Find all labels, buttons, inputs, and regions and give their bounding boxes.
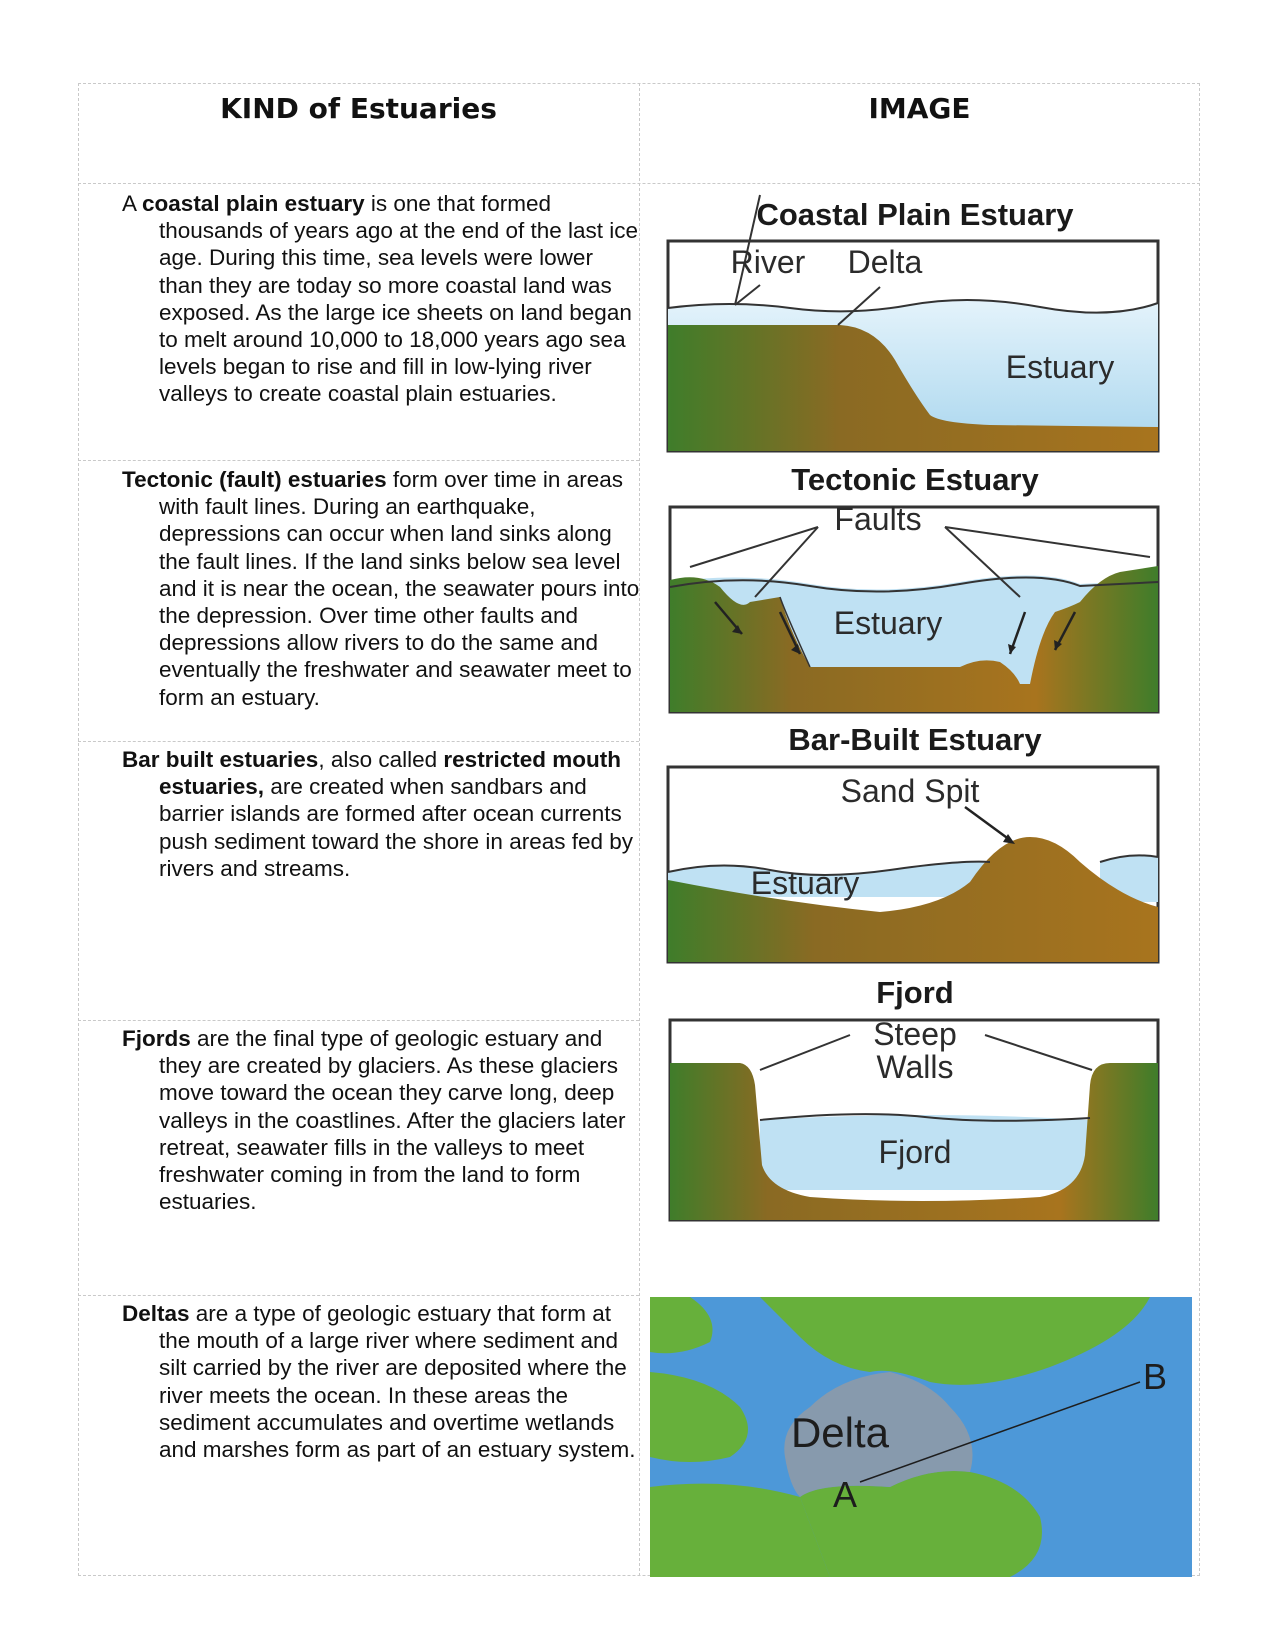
row-divider xyxy=(78,1020,639,1021)
fig-title: Bar-Built Estuary xyxy=(788,722,1042,757)
header-kind: KIND of Estuaries xyxy=(220,92,497,125)
row-lead: A xyxy=(122,191,143,216)
row-divider xyxy=(78,741,639,742)
label-estuary: Estuary xyxy=(1005,349,1115,385)
delta-map xyxy=(650,1297,1192,1577)
term-bar-built: Bar built estuaries xyxy=(122,747,319,772)
header-image: IMAGE xyxy=(868,92,971,125)
fig-title: Tectonic Estuary xyxy=(791,462,1039,497)
row-text: is one that formed thousands of years ago at the end of the last ice age. During this time, sea levels were lower than they are today so more coastal land was exposed. As the large ice sheets on land began to melt around 10,000 to 18,000 years ago sea levels began to rise and fill in low-lying river valleys to create coastal plain estuaries. xyxy=(159,191,639,407)
term-coastal-plain: coastal plain estuary xyxy=(142,191,365,216)
row-text: form over time in areas with fault lines. During an earthquake, depressions can occur when land sinks along the fault lines. If the land sinks below sea level and it is near the ocean, the seawater pours into the depression. Over time other faults and depressions allow rivers to do the same and eventually the freshwater and seawater meet to form an estuary. xyxy=(159,467,640,710)
term-restricted-mouth: restricted mouth estuaries, xyxy=(159,747,621,800)
bar-built-diagram xyxy=(660,722,1170,972)
fjord-diagram xyxy=(660,975,1170,1230)
row-text: are a type of geologic estuary that form at the mouth of a large river where sediment and silt carried by the river are deposited where the river meets the ocean. In these areas the sediment accumulates and overtime wetlands and marshes form as part of an estuary system. xyxy=(159,1301,636,1463)
row-deltas xyxy=(122,1300,642,1463)
label-walls: Walls xyxy=(876,1049,954,1085)
row-coastal-plain xyxy=(122,190,642,408)
fig-title: Coastal Plain Estuary xyxy=(756,197,1074,232)
label-river: River xyxy=(730,244,806,280)
row-text: are created when sandbars and barrier islands are formed after ocean currents push sediment toward the shore in areas fed by rivers and streams. xyxy=(159,774,634,881)
label-estuary: Estuary xyxy=(833,605,943,641)
term-fjords: Fjords xyxy=(122,1026,191,1051)
label-fjord: Fjord xyxy=(878,1134,952,1170)
term-tectonic: Tectonic (fault) estuaries xyxy=(122,467,387,492)
tectonic-diagram xyxy=(660,462,1170,722)
row-text: , also called xyxy=(318,747,444,772)
row-bar-built xyxy=(122,746,642,882)
label-a: A xyxy=(832,1474,858,1515)
label-faults: Faults xyxy=(834,501,922,537)
row-divider xyxy=(78,460,639,461)
label-sand-spit: Sand Spit xyxy=(840,773,980,809)
row-fjords xyxy=(122,1025,642,1215)
header-divider xyxy=(78,183,1200,184)
label-delta: Delta xyxy=(847,244,923,280)
label-estuary: Estuary xyxy=(750,865,860,901)
row-tectonic xyxy=(122,466,642,711)
label-delta: Delta xyxy=(790,1409,890,1456)
label-steep: Steep xyxy=(873,1016,957,1052)
label-b: B xyxy=(1142,1356,1168,1397)
fig-title: Fjord xyxy=(876,975,954,1010)
row-text: are the final type of geologic estuary and they are created by glaciers. As these glaciers move toward the ocean they carve long, deep valleys in the coastlines. After the glaciers later retreat, seawater fills in the valleys to meet freshwater coming in from the land to form estuaries. xyxy=(159,1026,626,1215)
row-divider xyxy=(78,1295,639,1296)
coastal-plain-diagram xyxy=(660,195,1170,460)
term-deltas: Deltas xyxy=(122,1301,190,1326)
